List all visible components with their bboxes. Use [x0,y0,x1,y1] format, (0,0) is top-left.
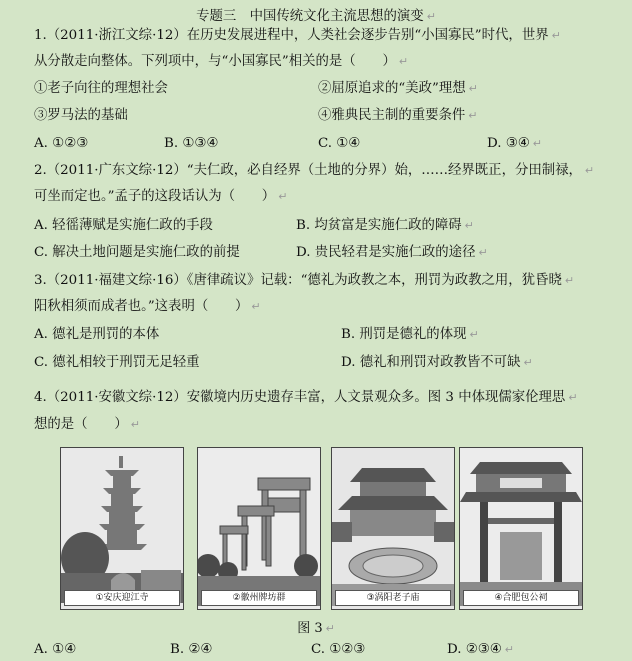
q1-option-c: C. ①④ [318,136,361,151]
photo-caption-4: ④合肥包公祠 [463,590,579,606]
photo-huizhou-archways [197,447,321,610]
photo-caption-1: ①安庆迎江寺 [64,590,180,606]
q1-item-4: ④雅典民主制的重要条件 ↵ [318,108,478,123]
gate-illustration [460,448,582,609]
q2-stem-line1: 2.（2011·广东文综·12）“夫仁政，必自经界（土地的分界）始，……经界既正，分田制禄， ↵ [34,163,595,178]
pagoda-illustration [61,448,183,609]
document-title: 专题三 中国传统文化主流思想的演变 ↵ [196,9,436,24]
q4-option-c: C. ①②③ [311,642,366,657]
archway-illustration [198,448,320,609]
q2-option-b: B. 均贫富是实施仁政的障碍 ↵ [296,218,474,233]
photo-caption-2: ②徽州牌坊群 [201,590,317,606]
q4-option-b: B. ②④ [170,642,213,657]
q2-option-a: A. 轻徭薄赋是实施仁政的手段 [34,218,213,233]
photo-guoyang-laozi-temple [331,447,455,610]
q3-stem-line1: 3.（2011·福建文综·16）《唐律疏议》记载：“德礼为政教之本，刑罚为政教之用，犹昏晓 ↵ [34,273,575,288]
q4-option-d: D. ②③④ ↵ [447,642,515,657]
q4-stem-line2: 想的是（ ） ↵ [34,417,140,432]
q2-option-c: C. 解决土地问题是实施仁政的前提 [34,245,240,260]
photo-anqing-yingjiang-temple [60,447,184,610]
q2-stem-line2: 可坐而定也。”孟子的这段话认为（ ） ↵ [34,189,288,204]
q3-option-c: C. 德礼相较于刑罚无足轻重 [34,355,200,370]
photo-caption-3: ③涡阳老子庙 [335,590,451,606]
q1-stem-line1: 1.（2011·浙江文综·12）在历史发展进程中，人类社会逐步告别“小国寡民”时代，世界 ↵ [34,28,561,43]
figure-caption: 图 3 ↵ [297,621,335,636]
q1-option-b: B. ①③④ [164,136,219,151]
q3-option-a: A. 德礼是刑罚的本体 [34,327,160,342]
temple-illustration [332,448,454,609]
q3-option-b: B. 刑罚是德礼的体现 ↵ [341,327,479,342]
q4-stem-line1: 4.（2011·安徽文综·12）安徽境内历史遗存丰富，人文景观众多。图 3 中体现儒家伦理思 ↵ [34,390,578,405]
q4-option-a: A. ①④ [34,642,77,657]
q1-option-d: D. ③④ ↵ [487,136,542,151]
q1-stem-line2: 从分散走向整体。下列项中，与“小国寡民”相关的是（ ） ↵ [34,54,409,69]
q1-option-a: A. ①②③ [34,136,89,151]
q2-option-d: D. 贵民轻君是实施仁政的途径 ↵ [296,245,488,260]
q1-item-2: ②屈原追求的“美政”理想 ↵ [318,81,478,96]
q3-stem-line2: 阳秋相须而成者也。”这表明（ ） ↵ [34,299,261,314]
photo-hefei-baogong-shrine [459,447,583,610]
q1-item-3: ③罗马法的基础 [34,108,128,123]
q1-item-1: ①老子向往的理想社会 [34,81,168,96]
q3-option-d: D. 德礼和刑罚对政教皆不可缺 ↵ [341,355,533,370]
